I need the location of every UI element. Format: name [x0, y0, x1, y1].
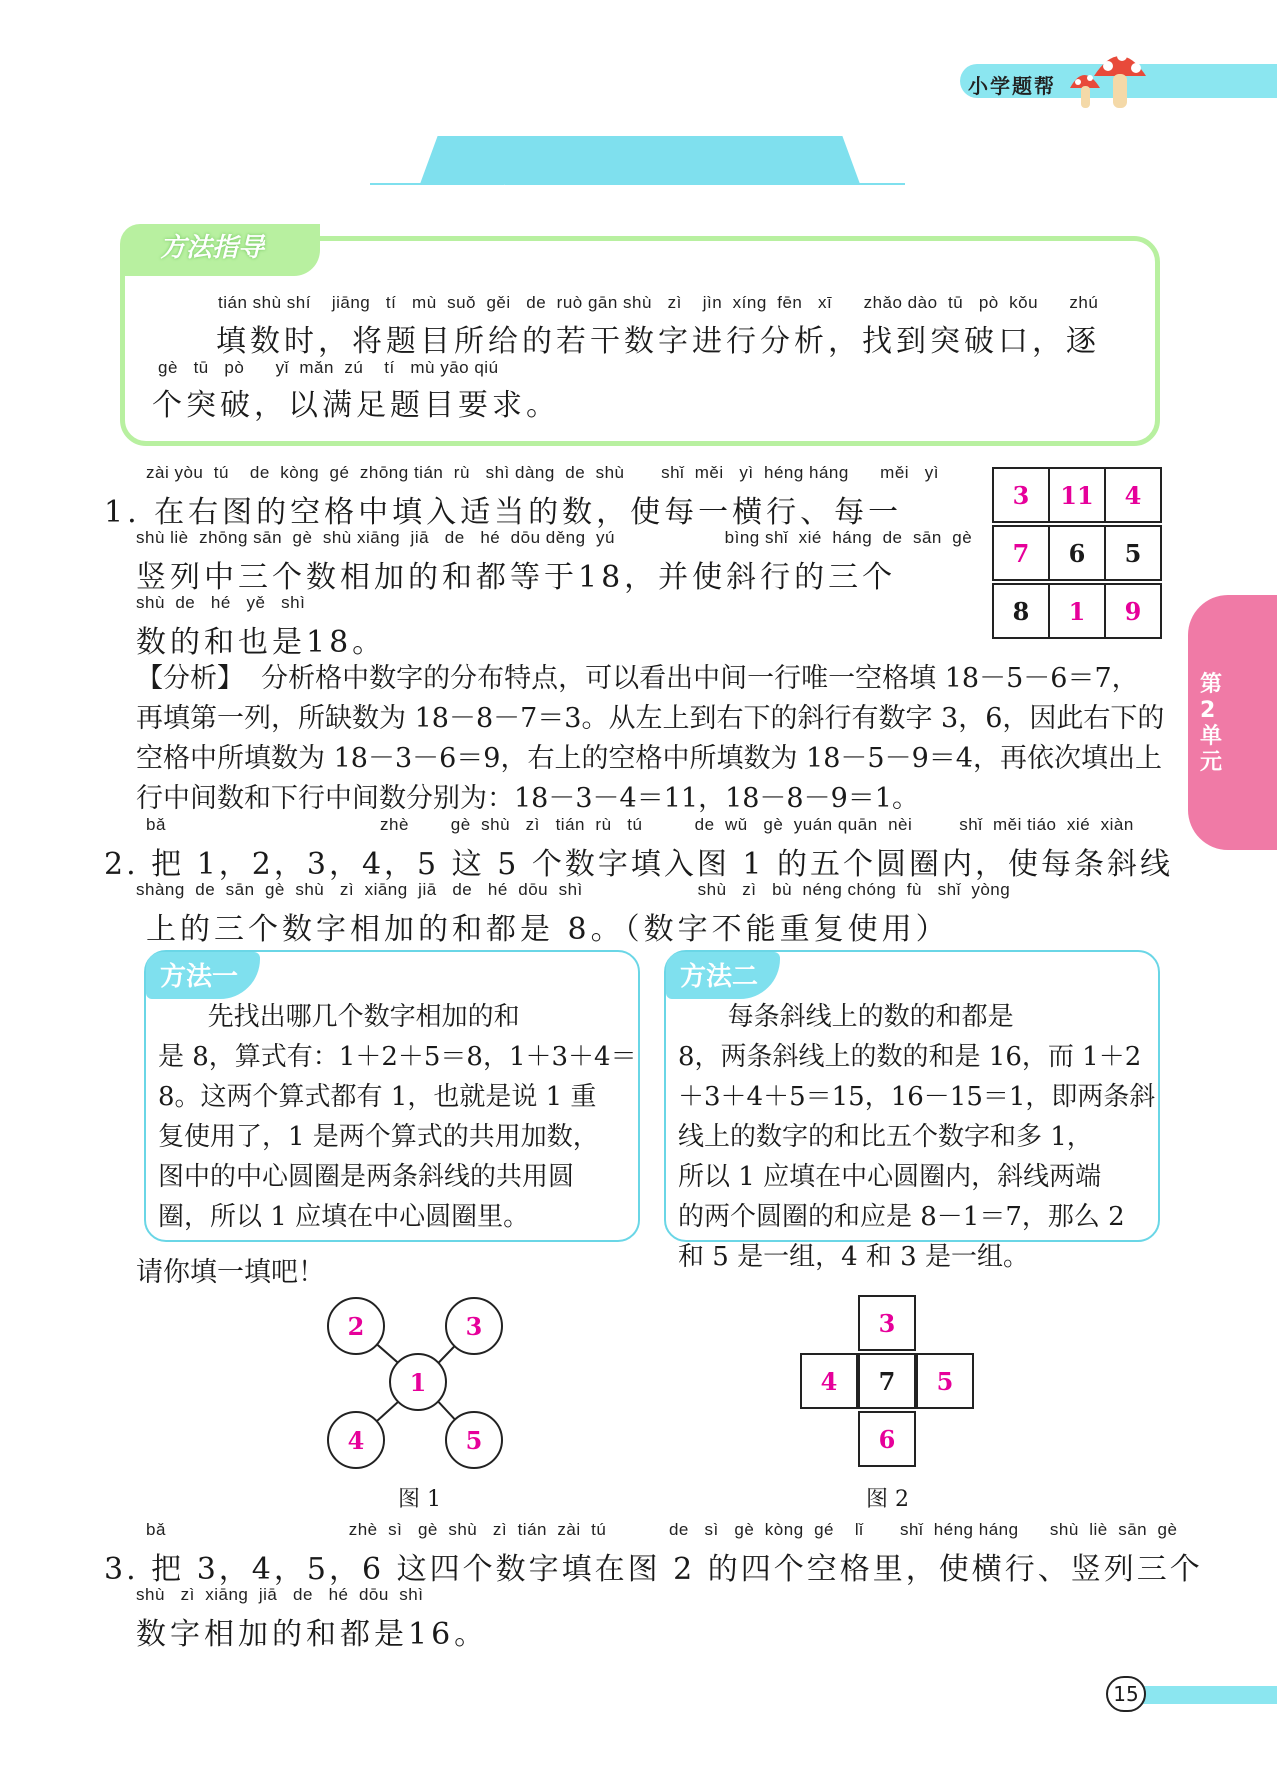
page-title: 方法技巧帮——填数: [491, 184, 777, 220]
fill-prompt: 请你填一填吧！: [136, 1257, 325, 1288]
q3-line-2: 数字相加的和都是16。: [136, 1617, 489, 1652]
fig2-cell-left: 4: [800, 1353, 858, 1409]
q1-line-3: 数的和也是18。: [136, 625, 387, 660]
grid-cell: 9: [1104, 583, 1162, 639]
q1-line-1: 1. 在右图的空格中填入适当的数，使每一横行、每一: [104, 495, 903, 530]
q1-analysis-4: 行中间数和下行中间数分别为：18－3－4＝11，18－8－9＝1。: [136, 783, 919, 814]
fig2-cell-center: 7: [858, 1353, 916, 1409]
q2-line-1: 2. 把 1，2，3，4，5 这 5 个数字填入图 1 的五个圆圈内，使每条斜线: [104, 847, 1173, 882]
fig1-circle-top-left: 2: [327, 1297, 385, 1355]
mushroom-icon: [1060, 42, 1152, 114]
header-brand: 小学题帮: [968, 74, 1056, 98]
grid-cell: 5: [1104, 525, 1162, 581]
method-one-tag: 方法一: [146, 952, 260, 999]
guide-line-1: 填数时，将题目所给的若干数字进行分析，找到突破口，逐: [216, 324, 1100, 359]
fig1-circle-center: 1: [389, 1353, 447, 1411]
q1-pinyin-1: zài yòu tú de kòng gé zhōng tián rù shì dàng de shù shǐ měi yì héng háng měi yì: [146, 463, 939, 482]
grid-cell: 8: [992, 583, 1050, 639]
grid-cell: 3: [992, 467, 1050, 523]
q1-pinyin-2: shù liè zhōng sān gè shù xiāng jiā de hé dōu děng yú bìng shǐ xié háng de sān gè: [136, 528, 973, 547]
q2-pinyin-2: shàng de sān gè shù zì xiāng jiā de hé dōu shì shù zì bù néng chóng fù shǐ yòng: [136, 880, 1011, 899]
guide-pinyin-2: gè tū pò yǐ mǎn zú tí mù yāo qiú: [158, 358, 499, 377]
guide-pinyin-1: tián shù shí jiāng tí mù suǒ gěi de ruò gān shù zì jìn xíng fēn xī zhǎo dào tū pò kǒu zhú: [218, 293, 1099, 312]
grid-cell: 6: [1048, 525, 1106, 581]
q1-pinyin-3: shù de hé yě shì: [136, 593, 306, 612]
q2-pinyin-1: bǎ zhè gè shù zì tián rù tú de wǔ gè yuán quān nèi shǐ měi tiáo xié xiàn: [146, 815, 1134, 834]
grid-cell: 1: [1048, 583, 1106, 639]
q1-analysis-1: 【分析】 分析格中数字的分布特点，可以看出中间一行唯一空格填 18－5－6＝7，: [136, 663, 1139, 694]
q1-line-2: 竖列中三个数相加的和都等于18，并使斜行的三个: [136, 560, 897, 595]
fig1-circle-bottom-right: 5: [445, 1411, 503, 1469]
grid-cell: 11: [1048, 467, 1106, 523]
q3-pinyin-1: bǎ zhè sì gè shù zì tián zài tú de sì gè kòng gé lǐ shǐ héng háng shù liè sān gè: [146, 1520, 1178, 1539]
fig2-cell-right: 5: [916, 1353, 974, 1409]
q1-analysis-3: 空格中所填数为 18－3－6＝9，右上的空格中所填数为 18－5－9＝4，再依次填出上: [136, 743, 1162, 774]
q3-pinyin-2: shù zì xiāng jiā de hé dōu shì: [136, 1585, 424, 1604]
figure-2-caption: 图 2: [866, 1487, 909, 1512]
figure-1-caption: 图 1: [398, 1487, 441, 1512]
q2-line-2: 上的三个数字相加的和都是 8。（数字不能重复使用）: [146, 912, 950, 947]
method-two-text: 每条斜线上的数的和都是 8，两条斜线上的数的和是 16，而 1＋2 ＋3＋4＋5＝15，16－15＝1，即两条斜 线上的数字的和比五个数字和多 1， 所以 1 应填在中心圆圈内，斜线两端 的两个圆圈的和应是 8－1＝7，那么 2 和 5 是一组，4 和 3 是一组。: [678, 1002, 1156, 1272]
method-one-text: 先找出哪几个数字相加的和 是 8，算式有：1＋2＋5＝8，1＋3＋4＝ 8。这两个算式都有 1，也就是说 1 重 复使用了，1 是两个算式的共用加数， 图中的中心圆圈是两条斜线的共用圆 圈，所以 1 应填在中心圆圈里。: [158, 1002, 637, 1232]
grid-cell: 7: [992, 525, 1050, 581]
guide-line-2: 个突破，以满足题目要求。: [152, 388, 560, 423]
unit-side-tab-label: 第2单元: [1200, 672, 1223, 775]
grid-cell: 4: [1104, 467, 1162, 523]
fig2-cell-bottom: 6: [858, 1411, 916, 1467]
fig2-cell-top: 3: [858, 1295, 916, 1351]
guide-tag-label: 方法指导: [160, 233, 265, 263]
method-two-tag: 方法二: [666, 952, 780, 999]
q1-analysis-2: 再填第一列，所缺数为 18－8－7＝3。从左上到右下的斜行有数字 3，6，因此右下的: [136, 703, 1165, 734]
fig1-circle-top-right: 3: [445, 1297, 503, 1355]
q3-line-1: 3. 把 3，4，5，6 这四个数字填在图 2 的四个空格里，使横行、竖列三个: [104, 1552, 1203, 1587]
page-number: 15: [1106, 1676, 1146, 1712]
fig1-circle-bottom-left: 4: [327, 1411, 385, 1469]
